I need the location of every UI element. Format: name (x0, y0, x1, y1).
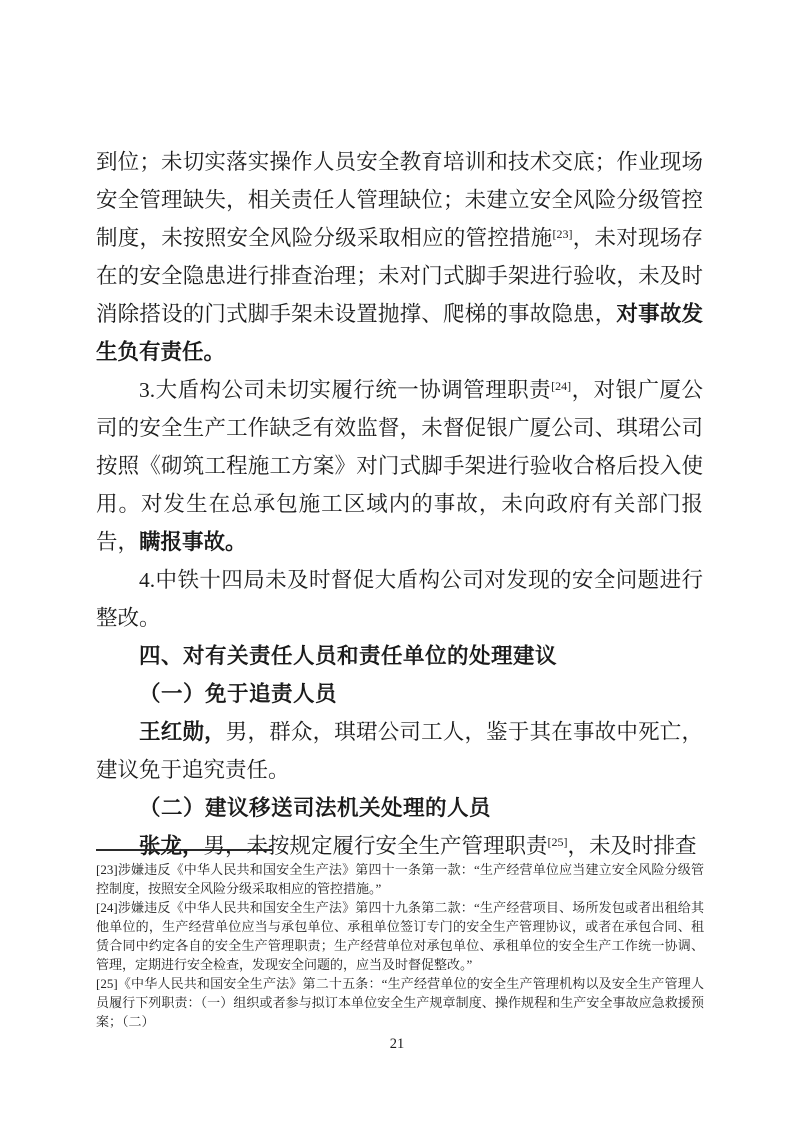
footnote-separator (96, 849, 273, 851)
section-heading-4 (96, 637, 703, 675)
footnote-ref: [23] (552, 227, 573, 241)
text-run: 到位；未切实落实操作人员安全教育培训和技术交底；作业现场安全管理缺失，相关责任人管理缺位；未建立安全风险分级管控制度，未按照安全风险分级采取相应的管控措施 (96, 150, 703, 250)
text-run: 3.大盾构公司未切实履行统一协调管理职责 (139, 378, 552, 402)
text-run: 男，群众，琪珺公司工人，鉴于其在事故中死亡，建议免于追究责任。 (96, 720, 703, 782)
footnote-23: [23]涉嫌违反《中华人民共和国安全生产法》第四十一条第一款：“生产经营单位应当建立安全风险分级管控制度，按照安全风险分级采取相应的管控措施。” (96, 862, 704, 896)
page-number: 21 (389, 1036, 405, 1052)
bold-text-run: 王红勋， (139, 720, 226, 744)
text-run: 男，未按规定履行安全生产管理职责 (203, 834, 548, 858)
subsection-heading-2 (96, 789, 703, 827)
document-body (96, 143, 703, 865)
bold-text-run: 瞒报事故。 (139, 530, 247, 554)
text-run: （二）建议移送司法机关处理的人员 (139, 796, 492, 820)
footnote-25: [25]《中华人民共和国安全生产法》第二十五条：“生产经营单位的安全生产管理机构以及安全生产管理人员履行下列职责：（一）组织或者参与拟订本单位安全生产规章制度、操作规程和生产安全事故应急救援预案；（二） (96, 976, 704, 1029)
text-run: 4.中铁十四局未及时督促大盾构公司对发现的安全问题进行整改。 (96, 568, 703, 630)
footnote-area (96, 849, 704, 1031)
footnotes (96, 860, 704, 1031)
footnote-ref: [24] (551, 379, 572, 393)
footnote-24: [24]涉嫌违反《中华人民共和国安全生产法》第四十九条第二款：“生产经营项目、场所发包或者出租给其他单位的，生产经营单位应当与承包单位、承租单位签订专门的安全生产管理协议，或者在承包合同、租赁合同中约定各自的安全生产管理职责；生产经营单位对承包单位、承租单位的安全生产工作统一协调、管理，定期进行安全检查，发现安全问题的，应当及时督促整改。” (96, 900, 704, 972)
text-run: ，未对现场存在的安全隐患进行排查治理；未对门式脚手架进行验收，未及时消除搭设的门式脚手架未设置抛撑、爬梯的事故隐患， (96, 226, 703, 326)
paragraph-item-3 (96, 371, 703, 561)
bold-text-run: 对事故发生负有责任。 (96, 302, 703, 364)
text-run: ，未及时排查 (567, 834, 697, 858)
bold-text-run: 张龙， (139, 834, 204, 858)
text-run: （一）免于追责人员 (139, 682, 338, 706)
paragraph-item-4 (96, 561, 703, 637)
footnote-ref: [25] (547, 835, 568, 849)
text-run: ，对银广厦公司的安全生产工作缺乏有效监督，未督促银广厦公司、琪珺公司按照《砌筑工程施工方案》对门式脚手架进行验收合格后投入使用。对发生在总承包施工区域内的事故，未向政府有关部门报告， (96, 378, 703, 554)
paragraph-wang-hongxun (96, 713, 703, 789)
text-run: 四、对有关责任人员和责任单位的处理建议 (139, 644, 558, 668)
paragraph-responsibility-continuation (96, 143, 703, 371)
subsection-heading-1 (96, 675, 703, 713)
